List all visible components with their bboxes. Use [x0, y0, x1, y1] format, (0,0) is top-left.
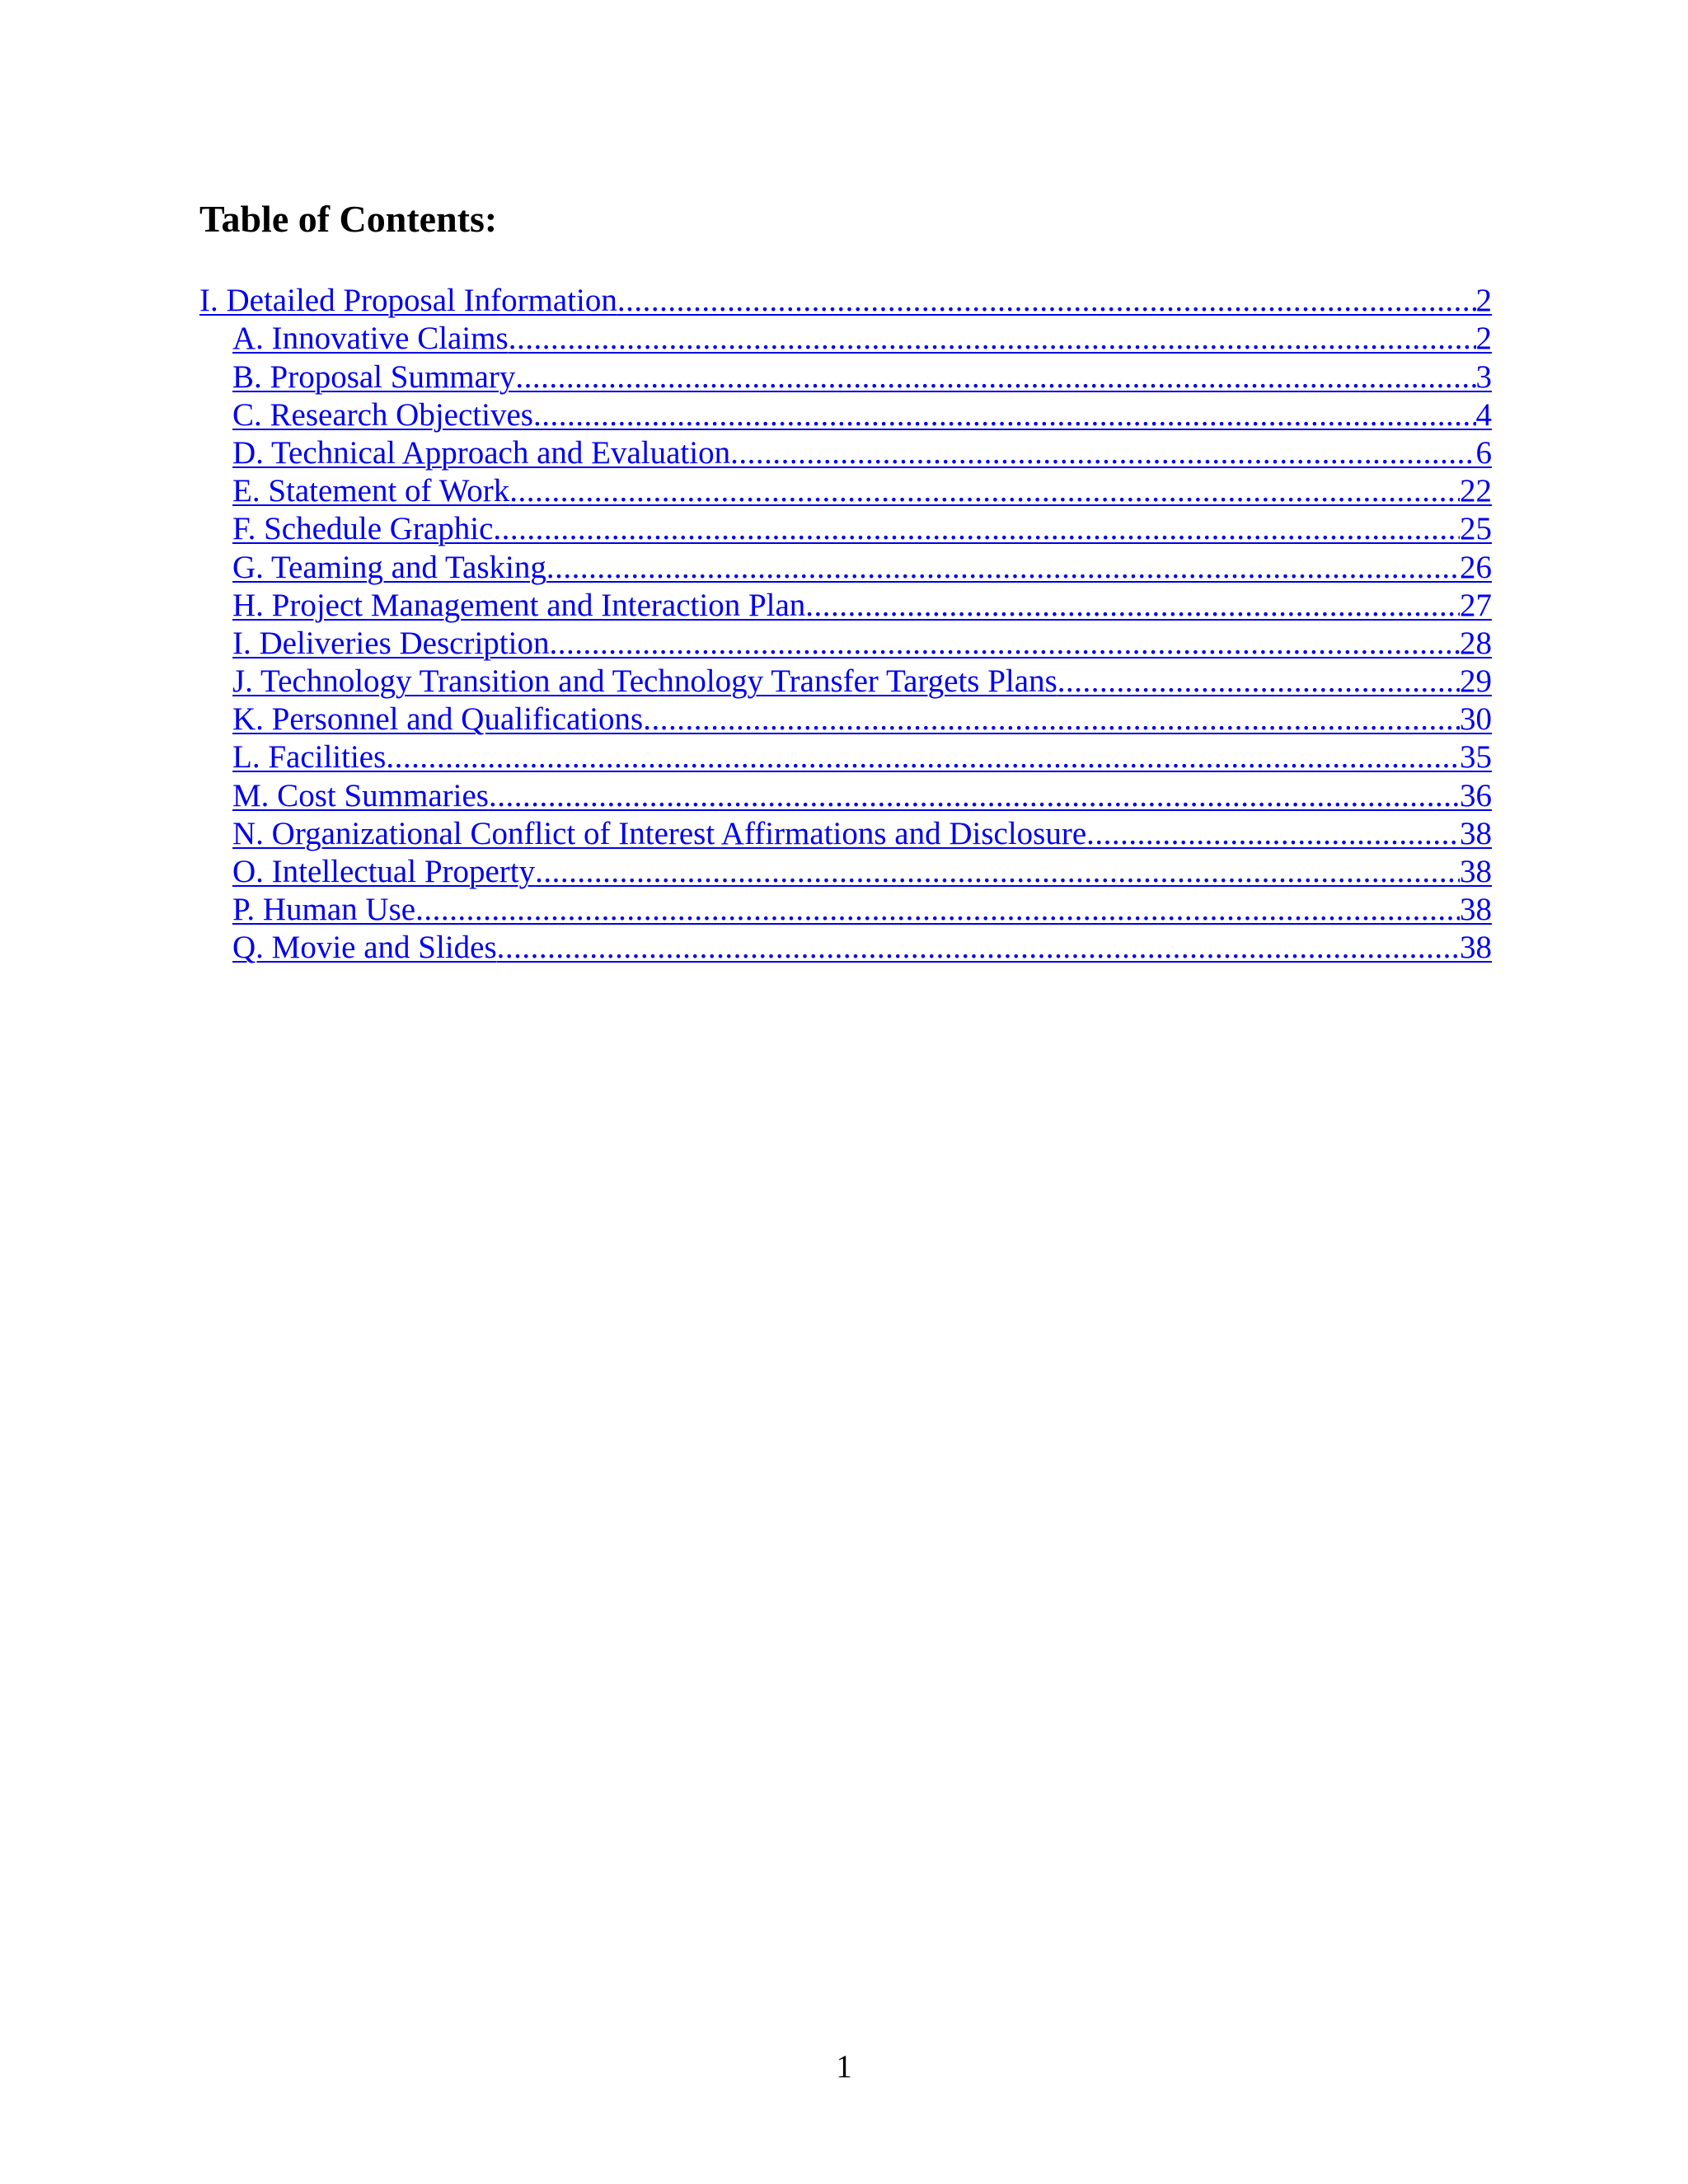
toc-dot-leader [1057, 663, 1460, 701]
toc-dot-leader [549, 625, 1460, 663]
toc-entry [0, 701, 1688, 738]
toc-entry-label: E. Statement of Work [232, 473, 510, 509]
toc-dot-leader [515, 359, 1475, 396]
toc-link[interactable] [232, 663, 1492, 701]
toc-link[interactable] [232, 701, 1492, 738]
page-number: 1 [836, 2049, 852, 2084]
toc-entry-page: 3 [1475, 359, 1492, 395]
toc-entry [0, 510, 1688, 548]
toc-link[interactable] [232, 434, 1492, 472]
toc-entry-page: 38 [1460, 892, 1492, 928]
toc-dot-leader [533, 396, 1476, 434]
toc-entry-label: F. Schedule Graphic [232, 511, 494, 547]
toc-entry-label: G. Teaming and Tasking [232, 549, 546, 585]
toc-entry-page: 6 [1475, 434, 1492, 471]
toc-entry [0, 396, 1688, 434]
toc-entry-label: Q. Movie and Slides [232, 930, 497, 966]
toc-entry [0, 282, 1688, 320]
toc-dot-leader [489, 777, 1460, 815]
toc-dot-leader [643, 701, 1460, 738]
toc-entry-label: P. Human Use [232, 892, 416, 928]
toc-entry-label: C. Research Objectives [232, 396, 533, 433]
toc-entry-label: L. Facilities [232, 739, 387, 776]
toc-entry [0, 587, 1688, 625]
toc-entry-label: D. Technical Approach and Evaluation [232, 434, 731, 471]
toc-dot-leader [546, 549, 1460, 587]
toc-entry-page: 22 [1460, 473, 1492, 509]
toc-link[interactable] [232, 358, 1492, 396]
toc-dot-leader [415, 891, 1460, 929]
toc-link[interactable] [232, 548, 1492, 586]
toc-entry [0, 663, 1688, 701]
toc-entry-page: 35 [1460, 739, 1492, 776]
toc-link[interactable] [232, 929, 1492, 967]
toc-entry-label: H. Project Management and Interaction Plan [232, 587, 806, 623]
toc-entry-label: I. Deliveries Description [232, 625, 550, 661]
toc-entry [0, 434, 1688, 472]
toc-entry [0, 358, 1688, 396]
toc-entry-page: 2 [1475, 283, 1492, 319]
toc-entry [0, 815, 1688, 853]
toc-entry-label: A. Innovative Claims [232, 321, 509, 357]
toc-dot-leader [617, 282, 1476, 320]
page-title: Table of Contents: [199, 198, 498, 240]
toc-link[interactable] [232, 625, 1492, 663]
toc-link[interactable] [232, 472, 1492, 510]
toc-link[interactable] [199, 282, 1492, 320]
toc-entry-page: 2 [1475, 321, 1492, 357]
toc-entry-label: M. Cost Summaries [232, 777, 489, 813]
toc-dot-leader [497, 929, 1460, 967]
toc-entry-page: 4 [1475, 396, 1492, 433]
toc-link[interactable] [232, 320, 1492, 358]
toc-entry [0, 472, 1688, 510]
toc-dot-leader [535, 853, 1460, 891]
toc-entry-page: 36 [1460, 777, 1492, 813]
toc-link[interactable] [232, 853, 1492, 891]
toc-link[interactable] [232, 396, 1492, 434]
toc-entry-label: K. Personnel and Qualifications [232, 701, 644, 738]
toc-entry-label: N. Organizational Conflict of Interest Affirmations and Disclosure [232, 815, 1087, 851]
toc-entry-page: 38 [1460, 854, 1492, 889]
toc-dot-leader [509, 472, 1460, 510]
toc-entry-page: 38 [1460, 815, 1492, 851]
toc-entry [0, 891, 1688, 929]
toc-link[interactable] [232, 587, 1492, 625]
toc-entry-label: I. Detailed Proposal Information [199, 283, 617, 319]
toc-dot-leader [805, 587, 1460, 625]
toc-link[interactable] [232, 738, 1492, 776]
toc-entry-page: 25 [1460, 511, 1492, 547]
toc-entry-label: O. Intellectual Property [232, 854, 536, 889]
toc-entry-label: B. Proposal Summary [232, 359, 516, 395]
toc-link[interactable] [232, 815, 1492, 853]
toc-dot-leader [386, 738, 1460, 776]
toc-entry [0, 776, 1688, 814]
toc-entry-page: 27 [1460, 587, 1492, 623]
toc-entry [0, 929, 1688, 967]
table-of-contents [0, 282, 1688, 967]
toc-entry [0, 625, 1688, 663]
toc-link[interactable] [232, 891, 1492, 929]
toc-entry-page: 30 [1460, 701, 1492, 738]
toc-entry-label: J. Technology Transition and Technology Transfer Targets Plans [232, 663, 1057, 700]
toc-entry-page: 26 [1460, 549, 1492, 585]
toc-link[interactable] [232, 776, 1492, 814]
toc-entry-page: 28 [1460, 625, 1492, 661]
toc-dot-leader [1086, 815, 1460, 853]
toc-entry [0, 320, 1688, 358]
toc-entry [0, 853, 1688, 891]
toc-entry [0, 548, 1688, 586]
toc-entry-page: 38 [1460, 930, 1492, 966]
toc-entry [0, 738, 1688, 776]
toc-dot-leader [730, 434, 1475, 472]
toc-link[interactable] [232, 510, 1492, 548]
toc-dot-leader [509, 320, 1476, 358]
toc-dot-leader [493, 510, 1460, 548]
toc-entry-page: 29 [1460, 663, 1492, 700]
